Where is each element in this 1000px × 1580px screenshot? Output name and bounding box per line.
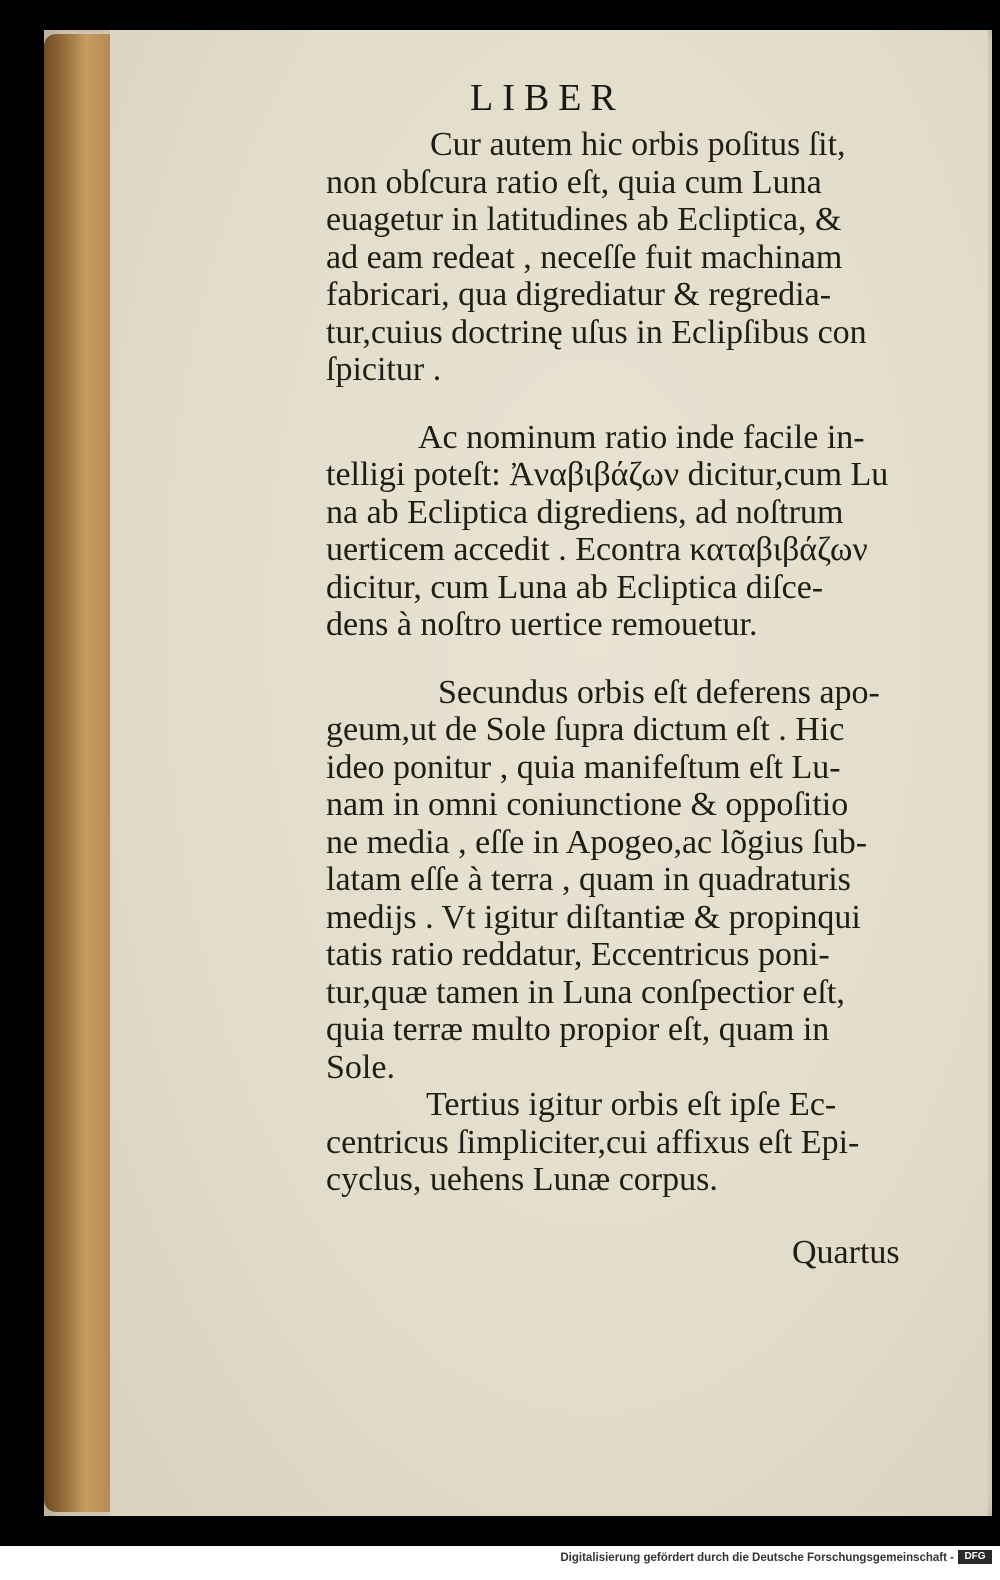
text-line: telligi poteſt: Ἀναβιβάζων dicitur,cum Lu [326,456,889,493]
text-line: Tertius igitur orbis eſt ipſe Ec- [426,1086,837,1123]
text-line: centricus ſimpliciter,cui affixus eſt Epi- [326,1123,860,1161]
text-line: dens à noſtro uertice remouetur. [326,606,758,643]
text-line: na ab Ecliptica digrediens, ad noſtrum [326,493,844,531]
body-text [326,126,938,1199]
text-line: Sole. [326,1048,395,1086]
text-line: Cur autem hic orbis poſitus ſit, [430,126,846,163]
text-line: medijs . Vt igitur diſtantiæ & propinqui [326,898,861,936]
text-line: geum,ut de Sole ſupra dictum eſt . Hic [326,711,845,748]
text-line: ideo ponitur , quia manifeſtum eſt Lu- [326,748,841,786]
text-line: uerticem accedit . Econtra καταβιβάζων [326,531,868,568]
text-line: ad eam redeat , neceſſe fuit machinam [326,238,843,276]
text-line: tur,cuius doctrinę uſus in Eclipſibus con [326,313,867,351]
dfg-logo: DFG [958,1550,992,1564]
footer-credit: Digitalisierung gefördert durch die Deutsche Forschungsgemeinschaft - [560,1552,954,1564]
page-edge [44,34,110,1512]
text-line: Ac nominum ratio inde facile in- [418,418,865,456]
text-line: non obſcura ratio eſt, quia cum Luna [326,163,822,201]
text-line: Secundus orbis eſt deferens apo- [438,673,880,711]
text-line: tur,quæ tamen in Luna conſpectior eſt, [326,973,845,1011]
text-line: ne media , eſſe in Apogeo,ac lõgius ſub- [326,823,868,861]
text-line: dicitur, cum Luna ab Ecliptica diſce- [326,568,824,606]
text-line: nam in omni coniunctione & oppoſitio [326,786,849,823]
text-line: ſpicitur . [326,351,442,388]
text-line: fabricari, qua digrediatur & regredia- [326,276,832,313]
text-line: tatis ratio reddatur, Eccentricus poni- [326,936,830,973]
text-line: euagetur in latitudines ab Ecliptica, & [326,201,842,238]
text-line: cyclus, uehens Lunæ corpus. [326,1161,718,1198]
catchword: Quartus [792,1234,900,1271]
text-line: quia terræ multo propior eſt, quam in [326,1011,830,1048]
page-header: LIBER [470,77,625,119]
text-line: latam eſſe à terra , quam in quadraturis [326,861,851,898]
